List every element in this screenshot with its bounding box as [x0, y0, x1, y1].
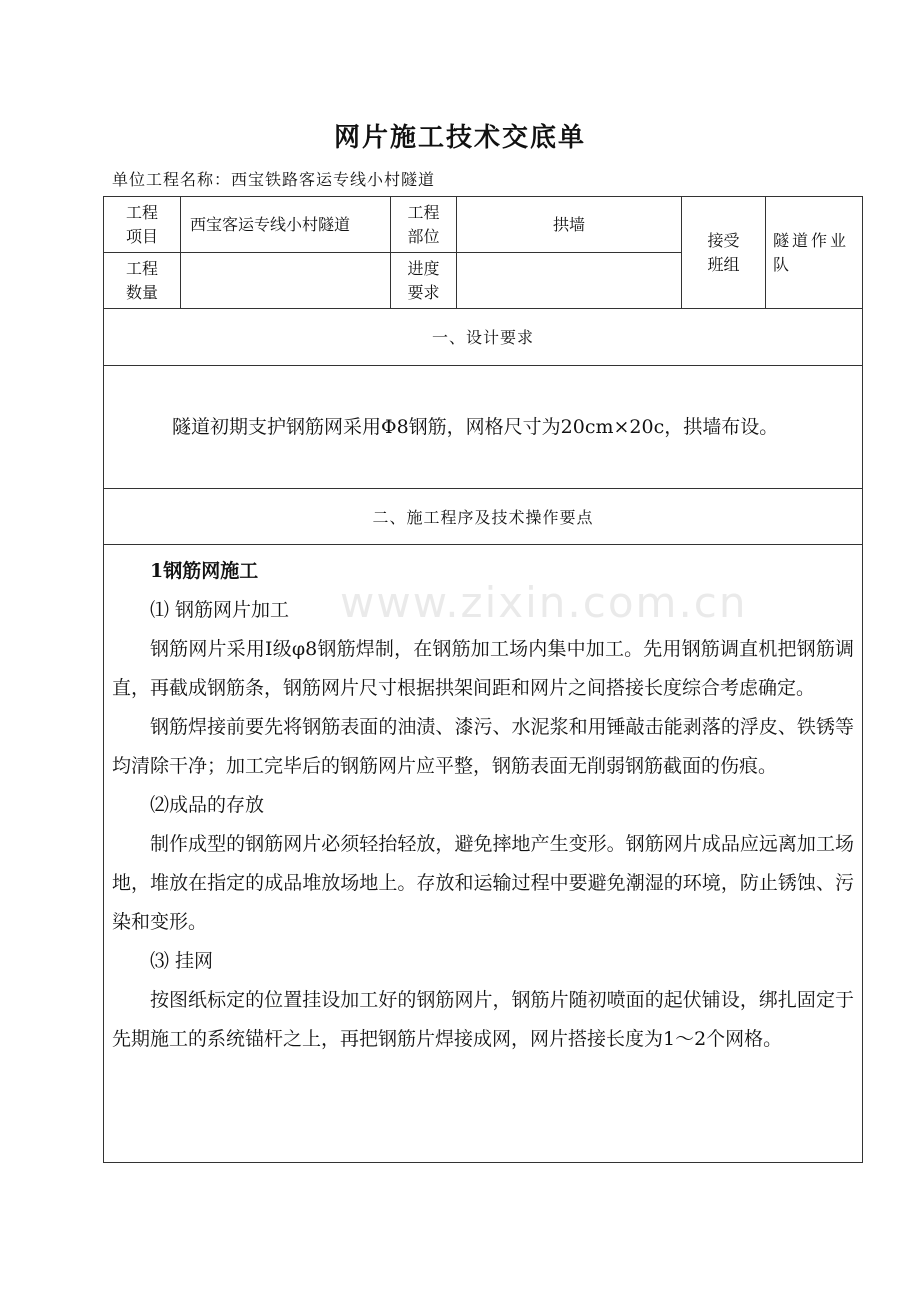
paragraph-cleaning: 钢筋焊接前要先将钢筋表面的油渍、漆污、水泥浆和用锤敲击能剥落的浮皮、铁锈等均清除干净；加工完毕后的钢筋网片应平整，钢筋表面无削弱钢筋截面的伤痕。	[112, 716, 854, 777]
design-requirement-header: 一、设计要求	[431, 328, 534, 347]
subsection-processing: ⑴ 钢筋网片加工	[150, 599, 290, 621]
project-item-label: 工程 项目	[125, 203, 158, 246]
progress-label: 进度 要求	[407, 259, 440, 302]
document-title: 网片施工技术交底单	[333, 123, 586, 153]
subsection-hanging: ⑶ 挂网	[150, 950, 214, 972]
subsection-storage: ⑵成品的存放	[150, 794, 265, 816]
unit-project-name: 单位工程名称：西宝铁路客运专线小村隧道	[112, 170, 436, 189]
project-part-label: 工程 部位	[407, 203, 440, 246]
paragraph-processing: 钢筋网片采用Ⅰ级φ8钢筋焊制，在钢筋加工场内集中加工。先用钢筋调直机把钢筋调直，再截成钢筋条，钢筋网片尺寸根据拱架间距和网片之间搭接长度综合考虑确定。	[112, 638, 854, 699]
design-requirement-text: 隧道初期支护钢筋网采用Φ8钢筋，网格尺寸为20cm×20c，拱墙布设。	[172, 416, 779, 438]
project-item-value: 西宝客运专线小村隧道	[190, 215, 351, 234]
receiver-label: 接受 班组	[707, 231, 740, 274]
paragraph-hanging: 按图纸标定的位置挂设加工好的钢筋网片，钢筋片随初喷面的起伏铺设，绑扎固定于先期施工的系统锚杆之上，再把钢筋片焊接成网，网片搭接长度为1～2个网格。	[112, 989, 854, 1050]
procedure-body	[112, 552, 854, 1059]
quantity-label: 工程 数量	[125, 259, 158, 302]
paragraph-storage: 制作成型的钢筋网片必须轻抬轻放，避免摔地产生变形。钢筋网片成品应远离加工场地，堆放在指定的成品堆放场地上。存放和运输过程中要避免潮湿的环境，防止锈蚀、污染和变形。	[112, 833, 854, 933]
project-part-value: 拱墙	[552, 215, 585, 234]
procedure-header: 二、施工程序及技术操作要点	[372, 508, 594, 527]
section-title: 1钢筋网施工	[150, 560, 259, 582]
receiver-value: 隧道作业队	[773, 231, 850, 274]
watermark: www.zixin.com.cn	[340, 578, 748, 627]
